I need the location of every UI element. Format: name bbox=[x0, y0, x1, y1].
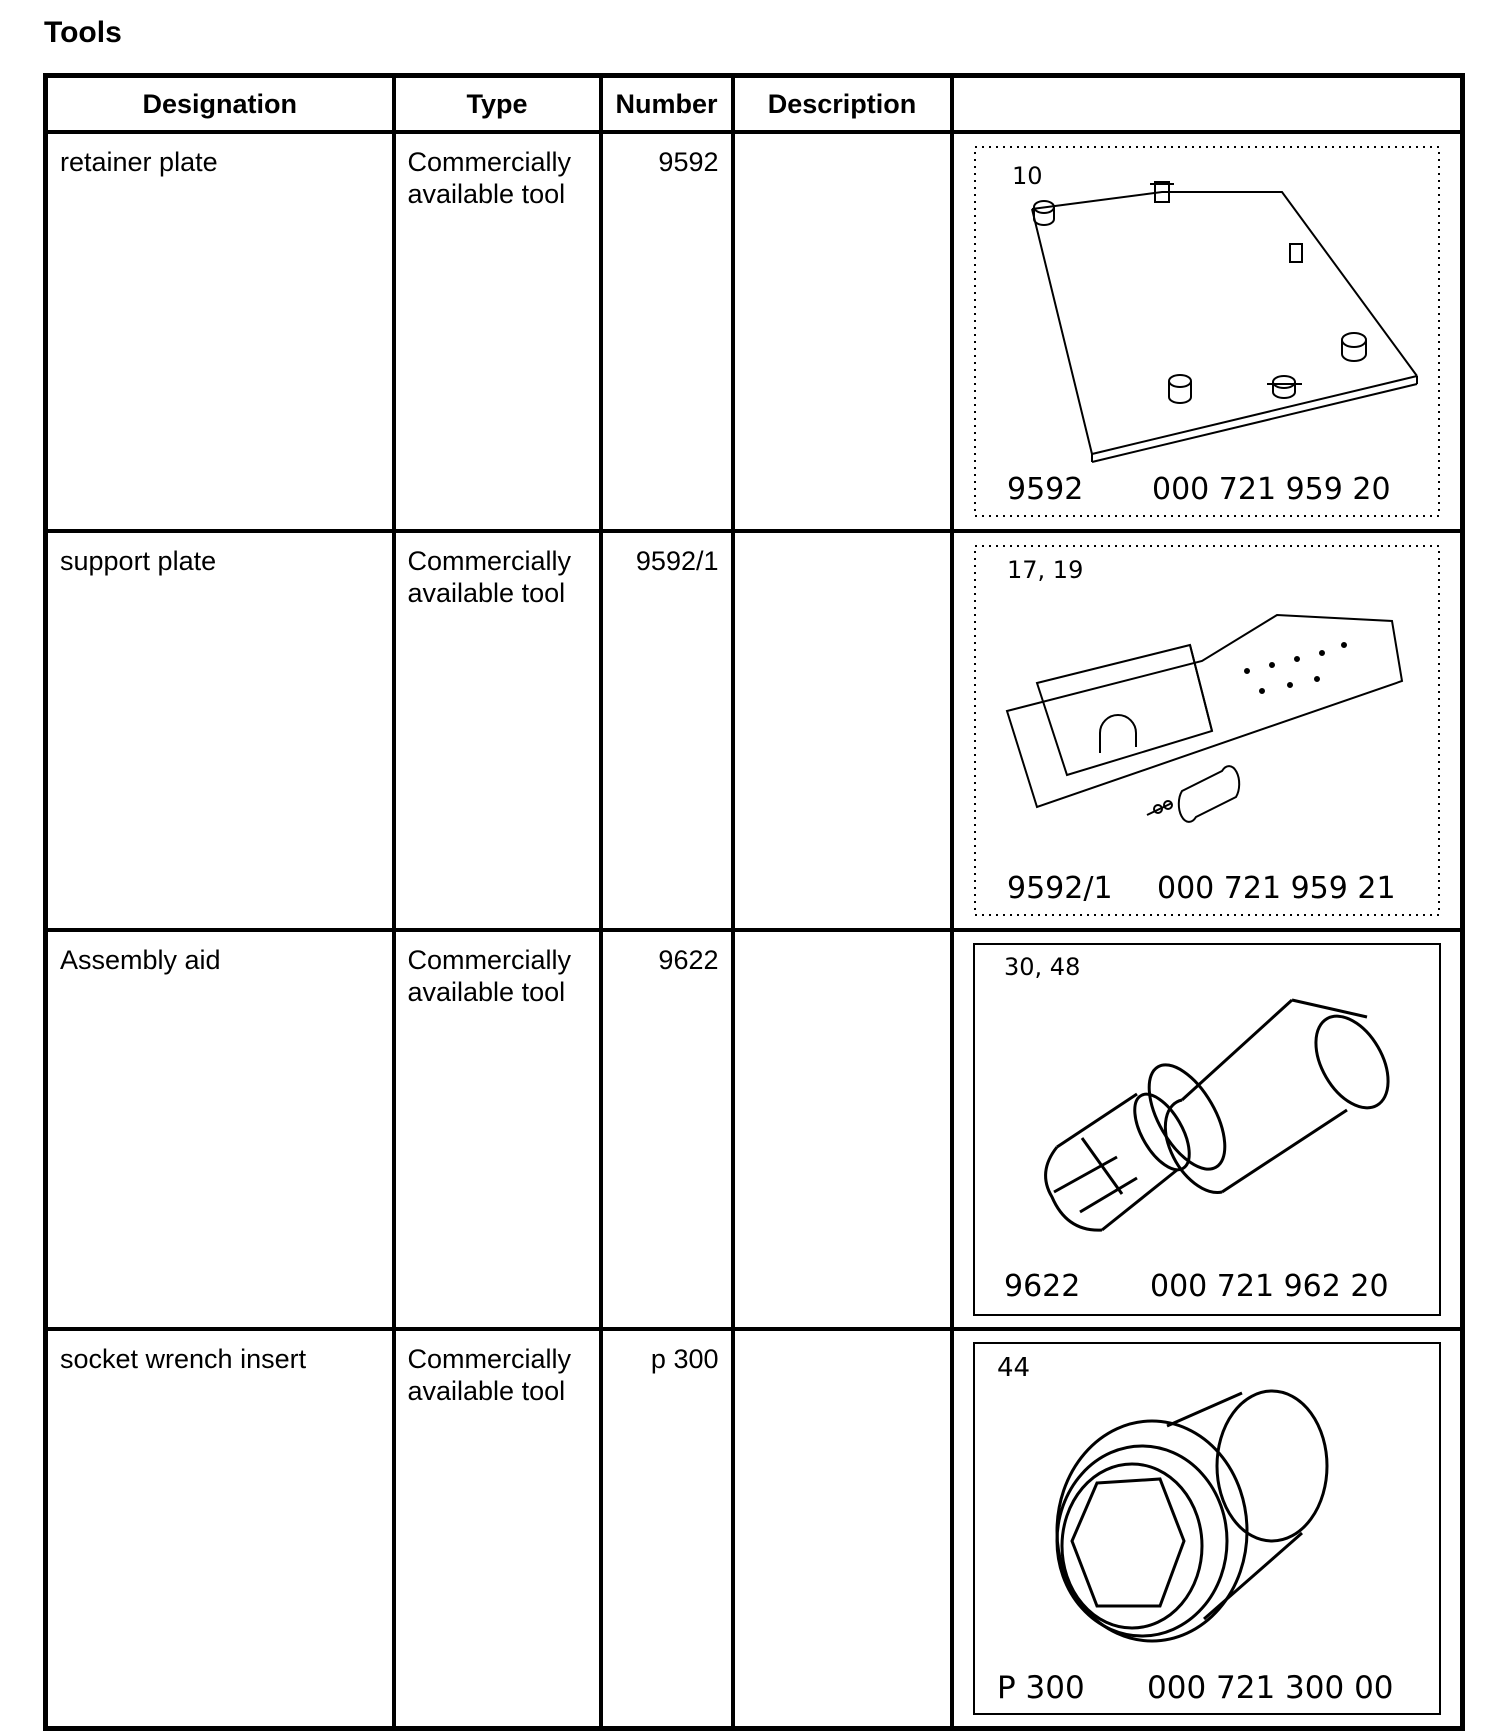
type-text: Commercially available tool bbox=[407, 1344, 572, 1406]
figure-reference: 10 bbox=[1011, 162, 1043, 190]
designation-text: support plate bbox=[60, 546, 217, 576]
designation-text: Assembly aid bbox=[60, 945, 221, 975]
figure-cell bbox=[952, 930, 1463, 1329]
description-cell bbox=[733, 930, 952, 1329]
type-cell bbox=[394, 930, 601, 1329]
description-cell bbox=[733, 1329, 952, 1729]
retainer-plate-figure bbox=[972, 144, 1442, 519]
header-designation: Designation bbox=[46, 76, 394, 133]
figure-code: 9622 bbox=[1003, 1269, 1081, 1304]
figure-code: 9592 bbox=[1006, 472, 1084, 507]
support-plate-figure bbox=[972, 543, 1442, 918]
description-text bbox=[735, 134, 950, 146]
retainer-plate-icon bbox=[1032, 182, 1417, 462]
table-row bbox=[46, 930, 1463, 1329]
assembly-aid-icon bbox=[1045, 1000, 1402, 1230]
number-cell bbox=[601, 1329, 733, 1729]
figure-reference: 17, 19 bbox=[1006, 556, 1084, 584]
description-cell bbox=[733, 132, 952, 531]
type-cell bbox=[394, 531, 601, 930]
number-cell bbox=[601, 132, 733, 531]
description-cell bbox=[733, 531, 952, 930]
number-cell bbox=[601, 531, 733, 930]
figure-part-number: 000 721 959 20 bbox=[1151, 472, 1391, 507]
header-number: Number bbox=[601, 76, 733, 133]
type-text: Commercially available tool bbox=[407, 945, 572, 1007]
support-plate-icon bbox=[1007, 615, 1402, 822]
description-text bbox=[735, 1331, 950, 1343]
description-text bbox=[735, 932, 950, 944]
type-text: Commercially available tool bbox=[407, 546, 572, 608]
tools-table bbox=[43, 73, 1465, 1731]
designation-text: retainer plate bbox=[60, 147, 218, 177]
figure-code: P 300 bbox=[996, 1670, 1085, 1706]
figure-cell bbox=[952, 132, 1463, 531]
page-title: Tools bbox=[44, 16, 122, 49]
number-cell bbox=[601, 930, 733, 1329]
number-text: 9592 bbox=[658, 147, 719, 177]
table-row bbox=[46, 132, 1463, 531]
header-figure bbox=[952, 76, 1463, 133]
assembly-aid-figure bbox=[972, 942, 1442, 1317]
table-header-row bbox=[46, 76, 1463, 133]
number-text: 9592/1 bbox=[635, 546, 719, 576]
figure-code: 9592/1 bbox=[1006, 871, 1113, 906]
designation-cell bbox=[46, 132, 394, 531]
figure-cell bbox=[952, 1329, 1463, 1729]
designation-cell bbox=[46, 531, 394, 930]
socket-wrench-insert-icon bbox=[1057, 1391, 1327, 1641]
number-text: 9622 bbox=[658, 945, 719, 975]
table-row bbox=[46, 1329, 1463, 1729]
figure-cell bbox=[952, 531, 1463, 930]
socket-wrench-insert-figure bbox=[972, 1341, 1442, 1716]
designation-cell bbox=[46, 930, 394, 1329]
figure-reference: 30, 48 bbox=[1003, 953, 1081, 981]
type-cell bbox=[394, 1329, 601, 1729]
figure-part-number: 000 721 962 20 bbox=[1149, 1269, 1389, 1304]
figure-part-number: 000 721 959 21 bbox=[1156, 871, 1396, 906]
number-text: p 300 bbox=[650, 1344, 719, 1374]
designation-cell bbox=[46, 1329, 394, 1729]
table-row bbox=[46, 531, 1463, 930]
figure-part-number: 000 721 300 00 bbox=[1146, 1670, 1394, 1706]
figure-reference: 44 bbox=[996, 1353, 1030, 1383]
header-type: Type bbox=[394, 76, 601, 133]
type-cell bbox=[394, 132, 601, 531]
description-text bbox=[735, 533, 950, 545]
designation-text: socket wrench insert bbox=[60, 1344, 307, 1374]
type-text: Commercially available tool bbox=[407, 147, 572, 209]
header-description: Description bbox=[733, 76, 952, 133]
